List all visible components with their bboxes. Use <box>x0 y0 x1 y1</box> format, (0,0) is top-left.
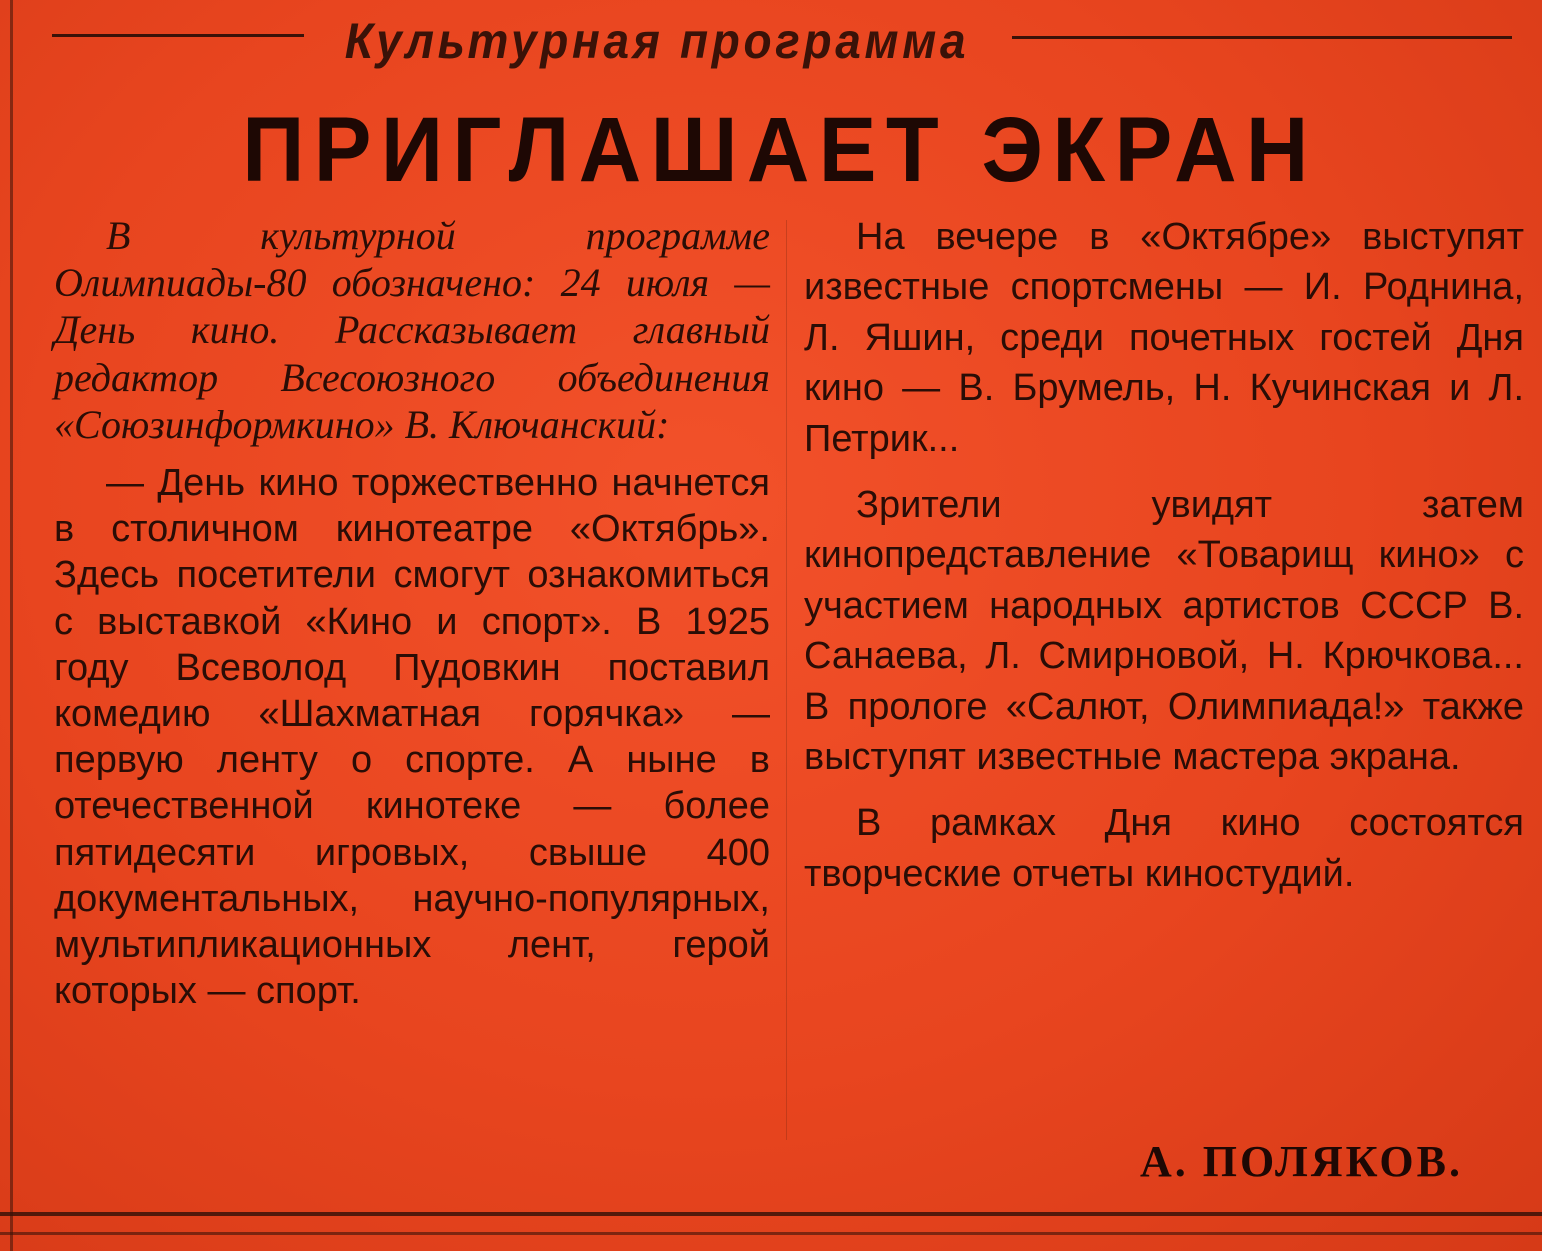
article-column-left <box>54 212 770 1014</box>
article-paragraph: Зрители увидят затем кинопредставление «Товарищ кино» с участием народных артистов СССР В. Санаева, Л. Смирновой, Н. Крючкова... В прологе «Салют, Олимпиада!» также выступят известные мастера экрана. <box>804 484 1524 779</box>
article-intro: В культурной программе Олимпиады-80 обозначено: 24 июля — День кино. Рассказывает главный редактор Всесоюзного объединения «Союзинформкино» В. Ключанский: <box>54 213 770 447</box>
bottom-rule <box>0 1212 1542 1216</box>
rubric-title: Культурная программа <box>344 13 970 69</box>
article-column-right <box>804 212 1524 899</box>
rubric-rule-right <box>1012 36 1512 39</box>
column-divider <box>786 220 787 1140</box>
article-paragraph: На вечере в «Октябре» выступят известные спортсмены — И. Роднина, Л. Яшин, среди почетных гостей Дня кино — В. Брумель, Н. Кучинская и Л. Петрик... <box>804 216 1524 460</box>
page-edge-line <box>10 0 13 1251</box>
article-paragraph: В рамках Дня кино состоятся творческие отчеты киностудий. <box>804 802 1524 895</box>
article-body-left: — День кино торжественно начнется в столичном кинотеатре «Октябрь». Здесь посетители смогут ознакомиться с выставкой «Кино и спорт». В 1925 году Всеволод Пудовкин поставил комедию «Шахматная горячка» — первую ленту о спорте. А ныне в отечественной кинотеке — более пятидесяти игровых, свыше 400 документальных, научно-популярных, мультипликационных лент, герой которых — спорт. <box>54 462 770 1013</box>
author-signature: А. ПОЛЯКОВ. <box>1140 1137 1463 1186</box>
bottom-rule-secondary <box>0 1232 1542 1235</box>
rubric-rule-left <box>52 34 304 37</box>
article-headline: ПРИГЛАШАЕТ ЭКРАН <box>242 99 1318 201</box>
